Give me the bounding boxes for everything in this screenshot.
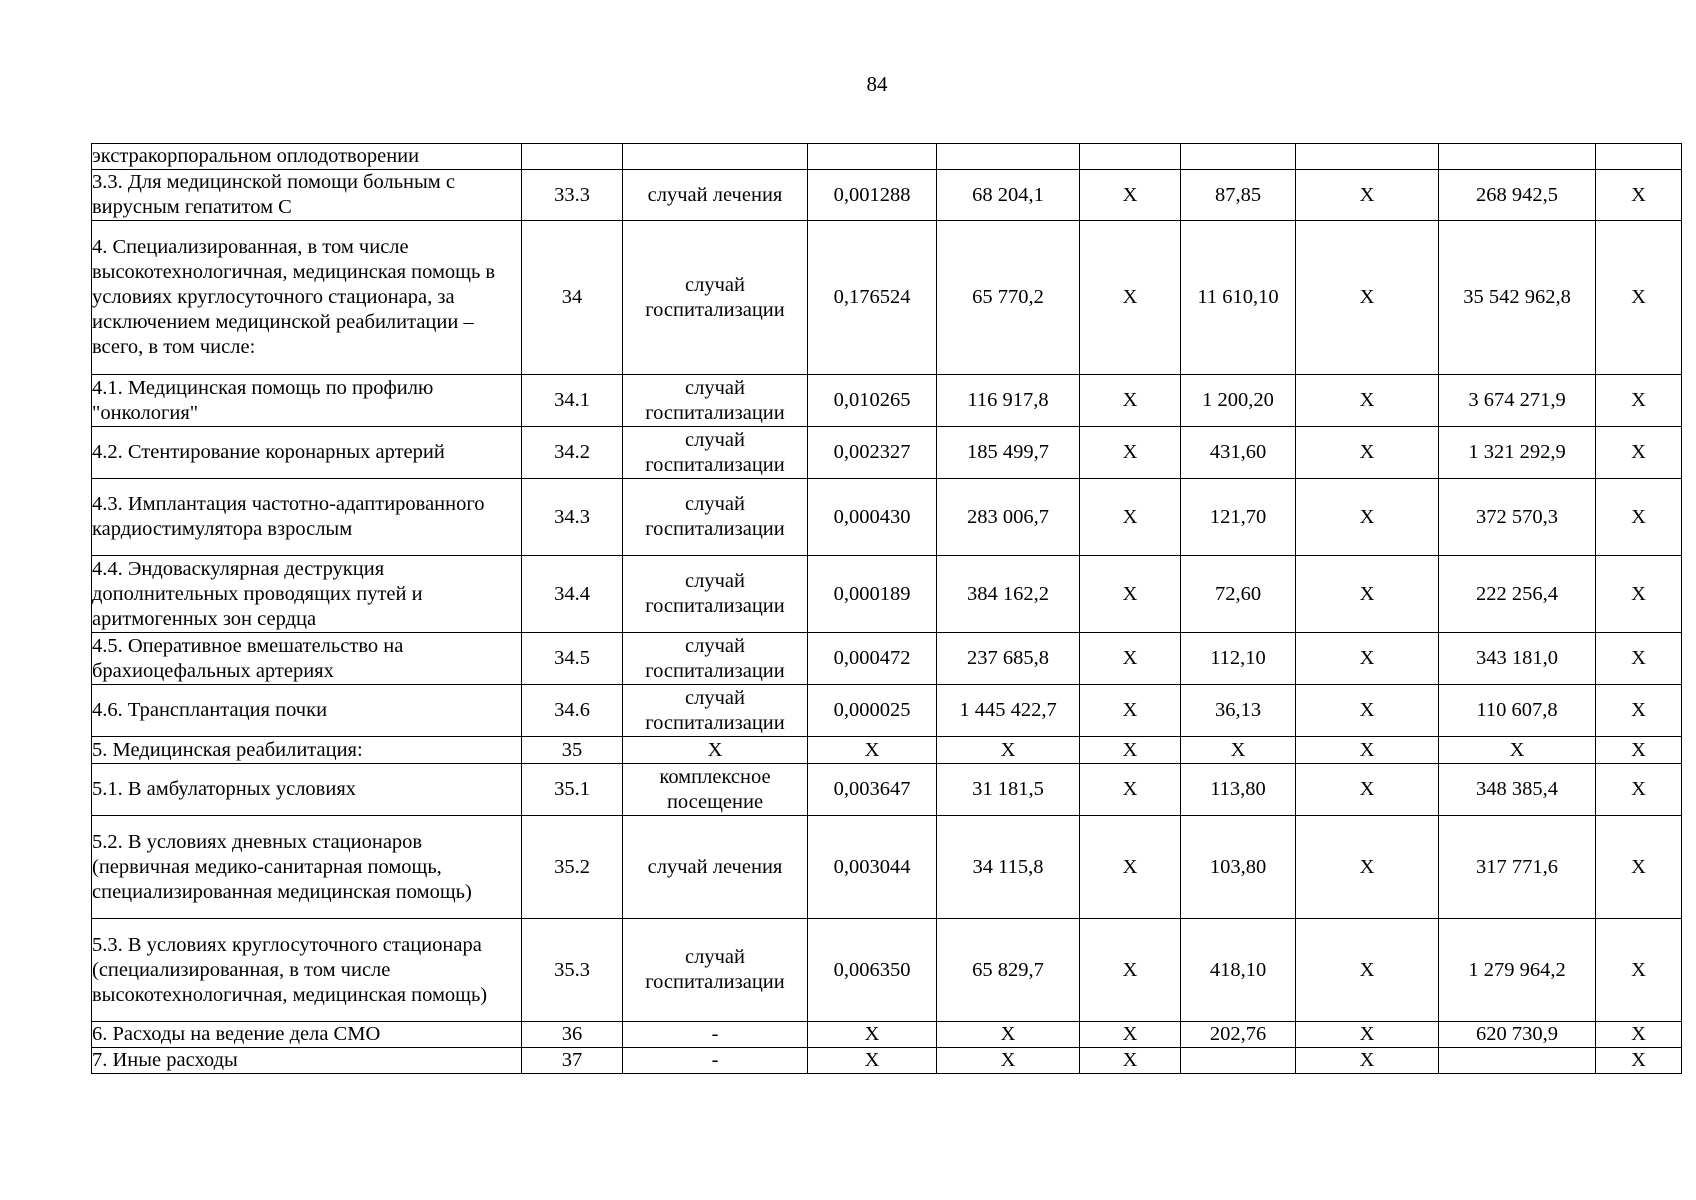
data-table [91,143,1682,1074]
row-col8: X [1296,427,1439,479]
row-col9 [1439,1048,1596,1074]
row-col6: X [1080,1022,1181,1048]
row-col10 [1596,144,1682,170]
row-col8: X [1296,919,1439,1022]
row-col6: X [1080,737,1181,764]
row-cost: X [937,1022,1080,1048]
row-name: 5.1. В амбулаторных условиях [92,764,522,816]
row-unit: случай лечения [623,170,808,221]
row-col6: X [1080,1048,1181,1074]
row-norm: 0,010265 [808,375,937,427]
row-cost: 65 829,7 [937,919,1080,1022]
row-col10: X [1596,479,1682,556]
table-row [92,1022,1682,1048]
row-col6: X [1080,556,1181,633]
row-norm: 0,002327 [808,427,937,479]
row-code: 36 [522,1022,623,1048]
row-col8 [1296,144,1439,170]
row-name: 4.5. Оперативное вмешательство на брахиоцефальных артериях [92,633,522,685]
row-col7: 103,80 [1181,816,1296,919]
row-cost: 65 770,2 [937,221,1080,375]
row-unit: случай госпитализации [623,479,808,556]
page-number: 84 [866,72,888,96]
row-name: 4.1. Медицинская помощь по профилю "онкология" [92,375,522,427]
row-unit: случай госпитализации [623,685,808,737]
row-col9: 268 942,5 [1439,170,1596,221]
row-code: 34.6 [522,685,623,737]
row-col9: 35 542 962,8 [1439,221,1596,375]
row-col7 [1181,144,1296,170]
row-cost: 116 917,8 [937,375,1080,427]
row-norm: 0,001288 [808,170,937,221]
row-name: 7. Иные расходы [92,1048,522,1074]
row-col10: X [1596,170,1682,221]
row-cost [937,144,1080,170]
row-cost: 237 685,8 [937,633,1080,685]
row-name: 3.3. Для медицинской помощи больным с вирусным гепатитом С [92,170,522,221]
row-col10: X [1596,427,1682,479]
row-name: 4.6. Трансплантация почки [92,685,522,737]
row-col10: X [1596,556,1682,633]
row-code [522,144,623,170]
table-row [92,816,1682,919]
row-col8: X [1296,221,1439,375]
row-norm: 0,176524 [808,221,937,375]
row-norm: 0,000472 [808,633,937,685]
row-col10: X [1596,764,1682,816]
row-col7: 11 610,10 [1181,221,1296,375]
row-col9: 317 771,6 [1439,816,1596,919]
row-col6 [1080,144,1181,170]
row-unit: случай госпитализации [623,375,808,427]
row-col6: X [1080,479,1181,556]
row-col6: X [1080,633,1181,685]
row-norm: 0,000189 [808,556,937,633]
row-col8: X [1296,633,1439,685]
row-col7: 36,13 [1181,685,1296,737]
row-col8: X [1296,737,1439,764]
row-col9: 1 279 964,2 [1439,919,1596,1022]
row-cost: 68 204,1 [937,170,1080,221]
row-code: 34.1 [522,375,623,427]
row-unit: случай госпитализации [623,633,808,685]
row-norm: 0,000025 [808,685,937,737]
row-code: 34 [522,221,623,375]
row-col7: 418,10 [1181,919,1296,1022]
row-col7: 202,76 [1181,1022,1296,1048]
row-code: 35.1 [522,764,623,816]
row-cost: 283 006,7 [937,479,1080,556]
row-col10: X [1596,737,1682,764]
row-norm: 0,003647 [808,764,937,816]
row-name: 5.3. В условиях круглосуточного стационара (специализированная, в том числе высокотехнологичная, медицинская помощь) [92,919,522,1022]
row-unit: - [623,1048,808,1074]
row-col10: X [1596,221,1682,375]
row-col6: X [1080,685,1181,737]
row-col9: 3 674 271,9 [1439,375,1596,427]
row-name: 4.3. Имплантация частотно-адаптированного кардиостимулятора взрослым [92,479,522,556]
row-col10: X [1596,816,1682,919]
row-col8: X [1296,764,1439,816]
row-col8: X [1296,816,1439,919]
row-unit: случай лечения [623,816,808,919]
row-code: 34.5 [522,633,623,685]
row-col8: X [1296,1022,1439,1048]
table-row [92,685,1682,737]
row-norm [808,144,937,170]
row-col8: X [1296,479,1439,556]
row-name: 4.2. Стентирование коронарных артерий [92,427,522,479]
row-cost: 185 499,7 [937,427,1080,479]
table-row [92,764,1682,816]
row-col9: 1 321 292,9 [1439,427,1596,479]
row-name: 5. Медицинская реабилитация: [92,737,522,764]
row-col7: 1 200,20 [1181,375,1296,427]
row-unit: X [623,737,808,764]
row-col6: X [1080,427,1181,479]
row-code: 35.3 [522,919,623,1022]
row-col8: X [1296,685,1439,737]
table-row [92,375,1682,427]
row-col6: X [1080,919,1181,1022]
row-col8: X [1296,556,1439,633]
table-row [92,479,1682,556]
table-row [92,737,1682,764]
row-col9: 343 181,0 [1439,633,1596,685]
row-unit: случай госпитализации [623,427,808,479]
row-col8: X [1296,1048,1439,1074]
row-col9: 372 570,3 [1439,479,1596,556]
row-norm: 0,000430 [808,479,937,556]
row-code: 34.4 [522,556,623,633]
row-norm: X [808,1048,937,1074]
row-col7: 431,60 [1181,427,1296,479]
row-col9 [1439,144,1596,170]
row-col8: X [1296,170,1439,221]
row-code: 35 [522,737,623,764]
row-name: 4.4. Эндоваскулярная деструкция дополнительных проводящих путей и аритмогенных зон сердца [92,556,522,633]
row-col6: X [1080,764,1181,816]
row-unit: - [623,1022,808,1048]
row-cost: 31 181,5 [937,764,1080,816]
row-col9: X [1439,737,1596,764]
row-col10: X [1596,375,1682,427]
row-col6: X [1080,375,1181,427]
table-row [92,633,1682,685]
row-col6: X [1080,170,1181,221]
row-col7: X [1181,737,1296,764]
row-norm: X [808,1022,937,1048]
row-name: 5.2. В условиях дневных стационаров (первичная медико-санитарная помощь, специализированная медицинская помощь) [92,816,522,919]
table-row [92,144,1682,170]
row-col6: X [1080,221,1181,375]
row-col10: X [1596,919,1682,1022]
row-col7: 112,10 [1181,633,1296,685]
row-unit: случай госпитализации [623,919,808,1022]
row-col9: 348 385,4 [1439,764,1596,816]
row-col10: X [1596,1022,1682,1048]
table-row [92,556,1682,633]
row-col10: X [1596,685,1682,737]
row-col7: 113,80 [1181,764,1296,816]
row-cost: 34 115,8 [937,816,1080,919]
row-col9: 110 607,8 [1439,685,1596,737]
row-unit: комплексное посещение [623,764,808,816]
row-col7: 121,70 [1181,479,1296,556]
row-col7: 87,85 [1181,170,1296,221]
row-code: 34.2 [522,427,623,479]
row-col6: X [1080,816,1181,919]
row-cost: X [937,737,1080,764]
table-row [92,1048,1682,1074]
row-name: 4. Специализированная, в том числе высокотехнологичная, медицинская помощь в условиях круглосуточного стационара, за исключением медицинской реабилитации – всего, в том числе: [92,221,522,375]
row-norm: X [808,737,937,764]
table-row [92,221,1682,375]
table-row [92,427,1682,479]
row-code: 34.3 [522,479,623,556]
row-col10: X [1596,633,1682,685]
row-col9: 620 730,9 [1439,1022,1596,1048]
row-cost: X [937,1048,1080,1074]
row-col9: 222 256,4 [1439,556,1596,633]
row-cost: 1 445 422,7 [937,685,1080,737]
row-name: 6. Расходы на ведение дела СМО [92,1022,522,1048]
row-unit: случай госпитализации [623,221,808,375]
row-col7: 72,60 [1181,556,1296,633]
row-code: 33.3 [522,170,623,221]
row-cost: 384 162,2 [937,556,1080,633]
row-col10: X [1596,1048,1682,1074]
row-col8: X [1296,375,1439,427]
row-norm: 0,006350 [808,919,937,1022]
table-row [92,919,1682,1022]
row-col7 [1181,1048,1296,1074]
table-row [92,170,1682,221]
row-unit [623,144,808,170]
row-name: экстракорпоральном оплодотворении [92,144,522,170]
row-code: 35.2 [522,816,623,919]
row-code: 37 [522,1048,623,1074]
row-unit: случай госпитализации [623,556,808,633]
row-norm: 0,003044 [808,816,937,919]
